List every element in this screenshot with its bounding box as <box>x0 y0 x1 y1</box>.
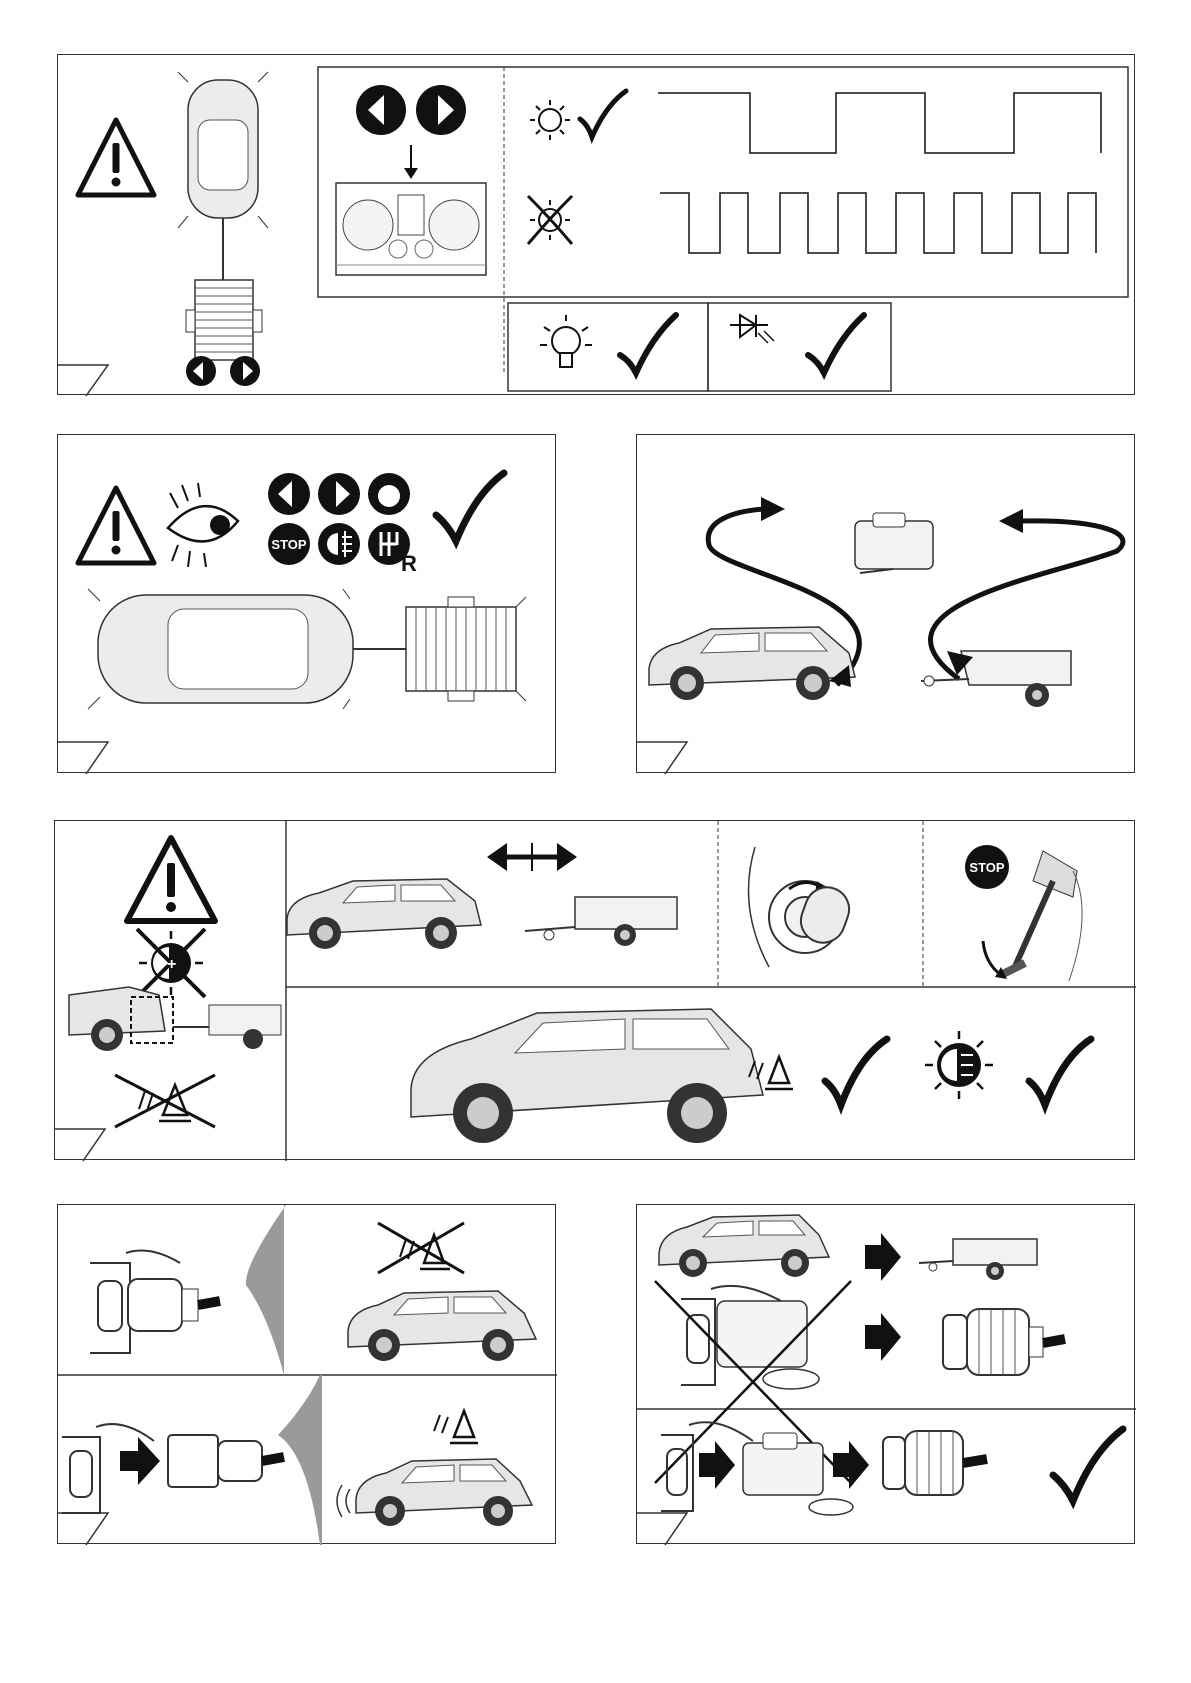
bulb-sun-icon <box>530 100 570 140</box>
check-icon <box>808 315 864 373</box>
turn-left-arrow-icon <box>356 85 406 135</box>
turn-right-arrow-icon <box>230 356 260 386</box>
round-plug-icon <box>943 1309 1065 1375</box>
check-icon <box>436 473 504 541</box>
parking-sensor-icon-crossed <box>378 1223 464 1273</box>
dashboard-cluster <box>336 183 486 275</box>
divider-wedge-bottom <box>278 1375 322 1545</box>
stop-label: STOP <box>271 537 307 552</box>
ignition-key-icon <box>749 847 856 967</box>
double-arrow-icon <box>487 843 577 871</box>
suv-side-view <box>348 1291 536 1361</box>
turn-left-arrow-icon <box>186 356 216 386</box>
suv-side-view-large <box>411 1009 763 1143</box>
electronic-module-icon <box>855 513 933 573</box>
divider-wedge-top <box>246 1205 286 1375</box>
arrow-right-black-icon <box>120 1437 160 1485</box>
panel-trailer-detection <box>54 820 1135 1160</box>
fog-light-icon <box>925 1031 993 1099</box>
reverse-label: R <box>401 551 417 576</box>
plus-label: + <box>167 956 177 973</box>
turn-left-arrow-icon <box>268 473 310 515</box>
warning-triangle-icon <box>127 838 215 921</box>
panel-2-drawing <box>58 435 557 774</box>
arrow-right-black-icon <box>865 1233 901 1281</box>
trailer-side-view <box>919 1239 1037 1280</box>
suv-side-view <box>337 1459 532 1526</box>
car-top-view <box>178 72 268 360</box>
trailer-side-view <box>525 897 677 946</box>
car-rear-with-trailer <box>69 987 281 1051</box>
suv-side-view <box>659 1215 829 1277</box>
parking-sensor-icon <box>434 1411 478 1443</box>
fog-light-icon <box>318 523 360 565</box>
arrow-right-black-icon <box>699 1441 735 1489</box>
bulb-sun-icon-crossed <box>528 196 572 244</box>
panel-visual-light-check <box>57 434 556 773</box>
led-diode-icon <box>730 315 774 343</box>
incandescent-bulb-icon <box>540 315 592 367</box>
check-icon <box>1053 1429 1123 1501</box>
panel-4-drawing <box>55 821 1136 1161</box>
turn-right-arrow-icon <box>416 85 466 135</box>
car-top-view-with-trailer <box>88 589 526 709</box>
plug-icon <box>168 1435 284 1487</box>
round-plug-icon <box>883 1431 987 1495</box>
panel-turn-signal-check <box>57 54 1135 395</box>
warning-triangle-icon <box>78 120 154 195</box>
trailer-side-view <box>921 651 1071 707</box>
eye-icon <box>168 483 238 567</box>
warning-triangle-icon <box>78 488 154 563</box>
suv-side-view <box>649 627 855 700</box>
parking-sensor-icon-crossed <box>115 1075 215 1127</box>
suv-side-view <box>287 879 481 949</box>
position-light-icon <box>368 473 410 515</box>
arrow-right-black-icon <box>833 1441 869 1489</box>
check-icon <box>825 1039 887 1105</box>
stop-label: STOP <box>969 860 1005 875</box>
check-icon <box>1029 1039 1091 1105</box>
check-icon <box>620 315 676 373</box>
panel-module-connection <box>636 434 1135 773</box>
check-icon <box>580 91 626 137</box>
fast-blink-waveform <box>660 193 1096 253</box>
arrow-right-black-icon <box>865 1313 901 1361</box>
panel-6-drawing <box>637 1205 1136 1545</box>
turn-right-arrow-icon <box>318 473 360 515</box>
panel-5-drawing <box>58 1205 557 1545</box>
socket-with-plug-icon <box>90 1251 220 1353</box>
slow-blink-waveform <box>658 93 1101 153</box>
panel-3-drawing <box>637 435 1136 774</box>
panel-adapter-connection <box>636 1204 1135 1544</box>
panel-1-drawing <box>58 55 1136 396</box>
panel-socket-plug <box>57 1204 556 1544</box>
